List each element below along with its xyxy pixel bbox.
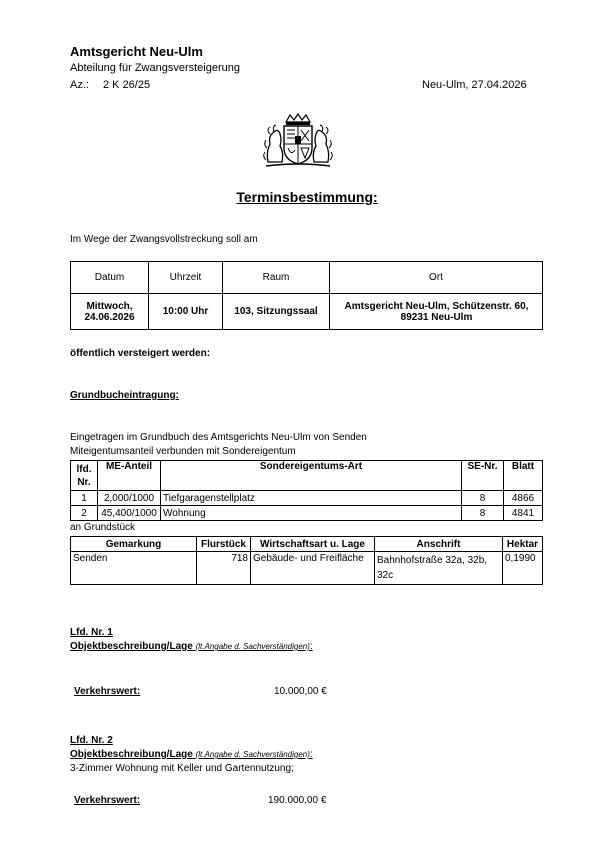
grundbuch-heading: Grundbucheintragung: — [70, 390, 179, 401]
termin-raum: 103, Sitzungssaal — [223, 294, 330, 330]
eingetragen-text: Eingetragen im Grundbuch des Amtsgerichts Neu-Ulm von Senden — [70, 432, 367, 443]
header-flurstueck: Flurstück — [197, 537, 251, 552]
header-gemarkung: Gemarkung — [71, 537, 197, 552]
lfd2-verkehrswert-label: Verkehrswert: — [74, 795, 141, 806]
lfd1-verkehrswert-value: 10.000,00 € — [274, 686, 327, 697]
header-me-anteil: ME-Anteil — [98, 461, 161, 491]
header-blatt: Blatt — [504, 461, 543, 491]
place-date: Neu-Ulm, 27.04.2026 — [422, 79, 527, 91]
header-raum: Raum — [223, 262, 330, 294]
an-grundstueck-text: an Grundstück — [70, 522, 136, 533]
termin-uhrzeit: 10:00 Uhr — [149, 294, 223, 330]
termin-ort: Amtsgericht Neu-Ulm, Schützenstr. 60, 89231 Neu-Ulm — [330, 294, 543, 330]
header-sondereigentums-art: Sondereigentums-Art — [161, 461, 462, 491]
header-datum: Datum — [71, 262, 149, 294]
grundstueck-table — [70, 536, 543, 585]
intro-text: Im Wege der Zwangsvollstreckung soll am — [70, 234, 258, 245]
department: Abteilung für Zwangsversteigerung — [70, 62, 240, 74]
lfd2-objekt-label: Objektbeschreibung/Lage (lt.Angabe d. Sachverständigen): — [70, 749, 313, 760]
lfd2-verkehrswert-value: 190.000,00 € — [268, 795, 327, 806]
table-row: Senden 718 Gebäude- und Freifläche Bahnhofstraße 32a, 32b, 32c 0,1990 — [71, 552, 543, 585]
coat-of-arms-icon — [262, 112, 334, 170]
header-se-nr: SE-Nr. — [462, 461, 504, 491]
lfd2-beschreibung: 3-Zimmer Wohnung mit Keller und Gartennutzung; — [70, 763, 294, 774]
versteigert-text: öffentlich versteigert werden: — [70, 348, 211, 359]
header-lfd-nr: lfd. Nr. — [71, 461, 98, 491]
lfd2-heading: Lfd. Nr. 2 — [70, 735, 113, 746]
lfd1-verkehrswert-label: Verkehrswert: — [74, 686, 141, 697]
header-uhrzeit: Uhrzeit — [149, 262, 223, 294]
table-row: 2 45,400/1000 Wohnung 8 4841 — [71, 506, 543, 521]
az-value: 2 K 26/25 — [103, 79, 151, 91]
header-anschrift: Anschrift — [375, 537, 503, 552]
lfd1-objekt-label: Objektbeschreibung/Lage (lt.Angabe d. Sachverständigen): — [70, 641, 313, 652]
header-ort: Ort — [330, 262, 543, 294]
az-label: Az.: — [70, 79, 89, 91]
header-wirtschaftsart: Wirtschaftsart u. Lage — [251, 537, 375, 552]
lfd1-heading: Lfd. Nr. 1 — [70, 627, 113, 638]
termin-datum: Mittwoch, 24.06.2026 — [71, 294, 149, 330]
header-hektar: Hektar — [503, 537, 543, 552]
miteigentum-text: Miteigentumsanteil verbunden mit Sondereigentum — [70, 446, 296, 457]
sondereigentum-table — [70, 460, 543, 521]
table-row: 1 2,000/1000 Tiefgaragenstellplatz 8 4866 — [71, 491, 543, 506]
document-title: Terminsbestimmung: — [236, 189, 378, 205]
termin-table — [70, 261, 543, 330]
court-name: Amtsgericht Neu-Ulm — [70, 44, 203, 59]
